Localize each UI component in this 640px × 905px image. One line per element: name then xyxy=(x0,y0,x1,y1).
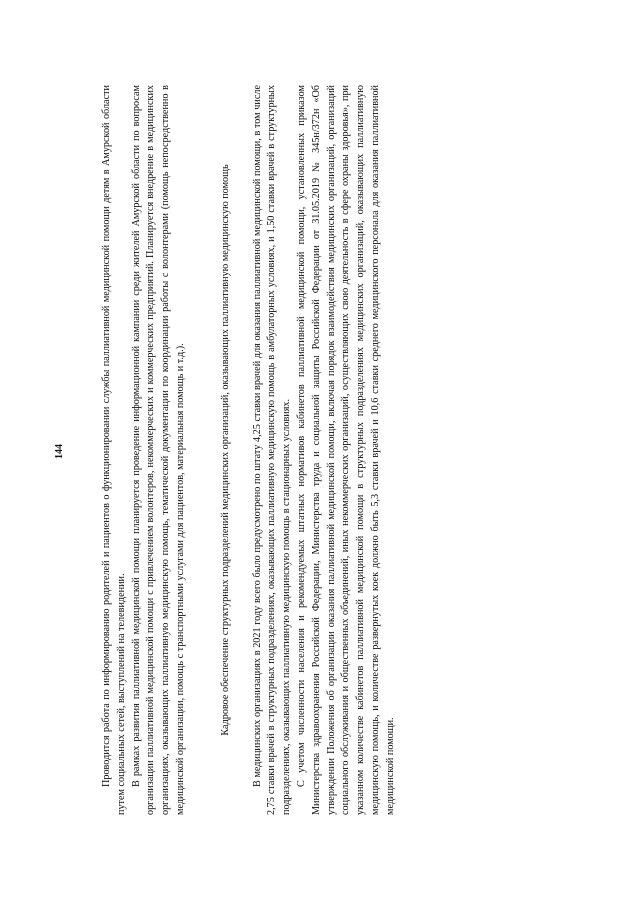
paragraph-staffing: В медицинских организациях в 2021 году всего было предусмотрено по штату 4,25 ставки врачей для оказания паллиативной медицинской помощи, в том числе 2,75 ставки врачей в структурных подразделениях, оказывающих паллиативную медицинскую помощь в амбулаторных условиях, и 1,50 ставки врачей в структурных подразделениях, оказывающих паллиативную медицинскую помощь в стационарных условиях. xyxy=(251,85,293,815)
paragraph-informing: Проводится работа по информированию родителей и пациентов о функционировании службы паллиативной медицинской помощи детям в Амурской области путем социальных сетей, выступлений на телевидении. xyxy=(101,85,127,815)
page-number: 144 xyxy=(54,444,65,459)
rotated-text-block xyxy=(100,85,540,815)
section-heading: Кадровое обеспечение структурных подразделений медицинских организаций, оказывающих паллиативную медицинскую помощь xyxy=(219,164,231,736)
paragraph-norms: С учетом численности населения и рекомендуемых штатных нормативов кабинетов паллиативной медицинской помощи, установленных приказом Министерства здравоохранения Российской Федерации, Министерства труда и социальной защиты Российской Федерации от 31.05.2019 № 345н/372н «Об утверждении Положения об организации оказания паллиативной медицинской помощи, включая порядок взаимодействия медицинских организаций, организаций социального обслуживания и общественных объединений, иных некоммерческих организаций, осуществляющих свою деятельность в сфере охраны здоровья», при указанном количестве кабинетов паллиативной медицинской помощи в структурных подразделениях медицинских организаций, оказывающих паллиативную медицинскую помощь, и количестве развернутых коек должно быть 5,3 ставки врачей и 10,6 ставки среднего медицинского персонала для оказания паллиативной медицинской помощи. xyxy=(295,85,396,815)
paragraph-campaign: В рамках развития паллиативной медицинской помощи планируется проведение информационной кампании среди жителей Амурской области по вопросам организации паллиативной медицинской помощи с привлечением волонтеров, некоммерческих и коммерческих предприятий. Планируется внедрение в медицинских организациях, оказывающих паллиативную медицинскую помощь, тематической документации по координации работы с волонтерами (помощь непосредственно в медицинской организации, помощь с транспортными услугами для пациентов, материальная помощь и т.д.). xyxy=(130,85,186,815)
